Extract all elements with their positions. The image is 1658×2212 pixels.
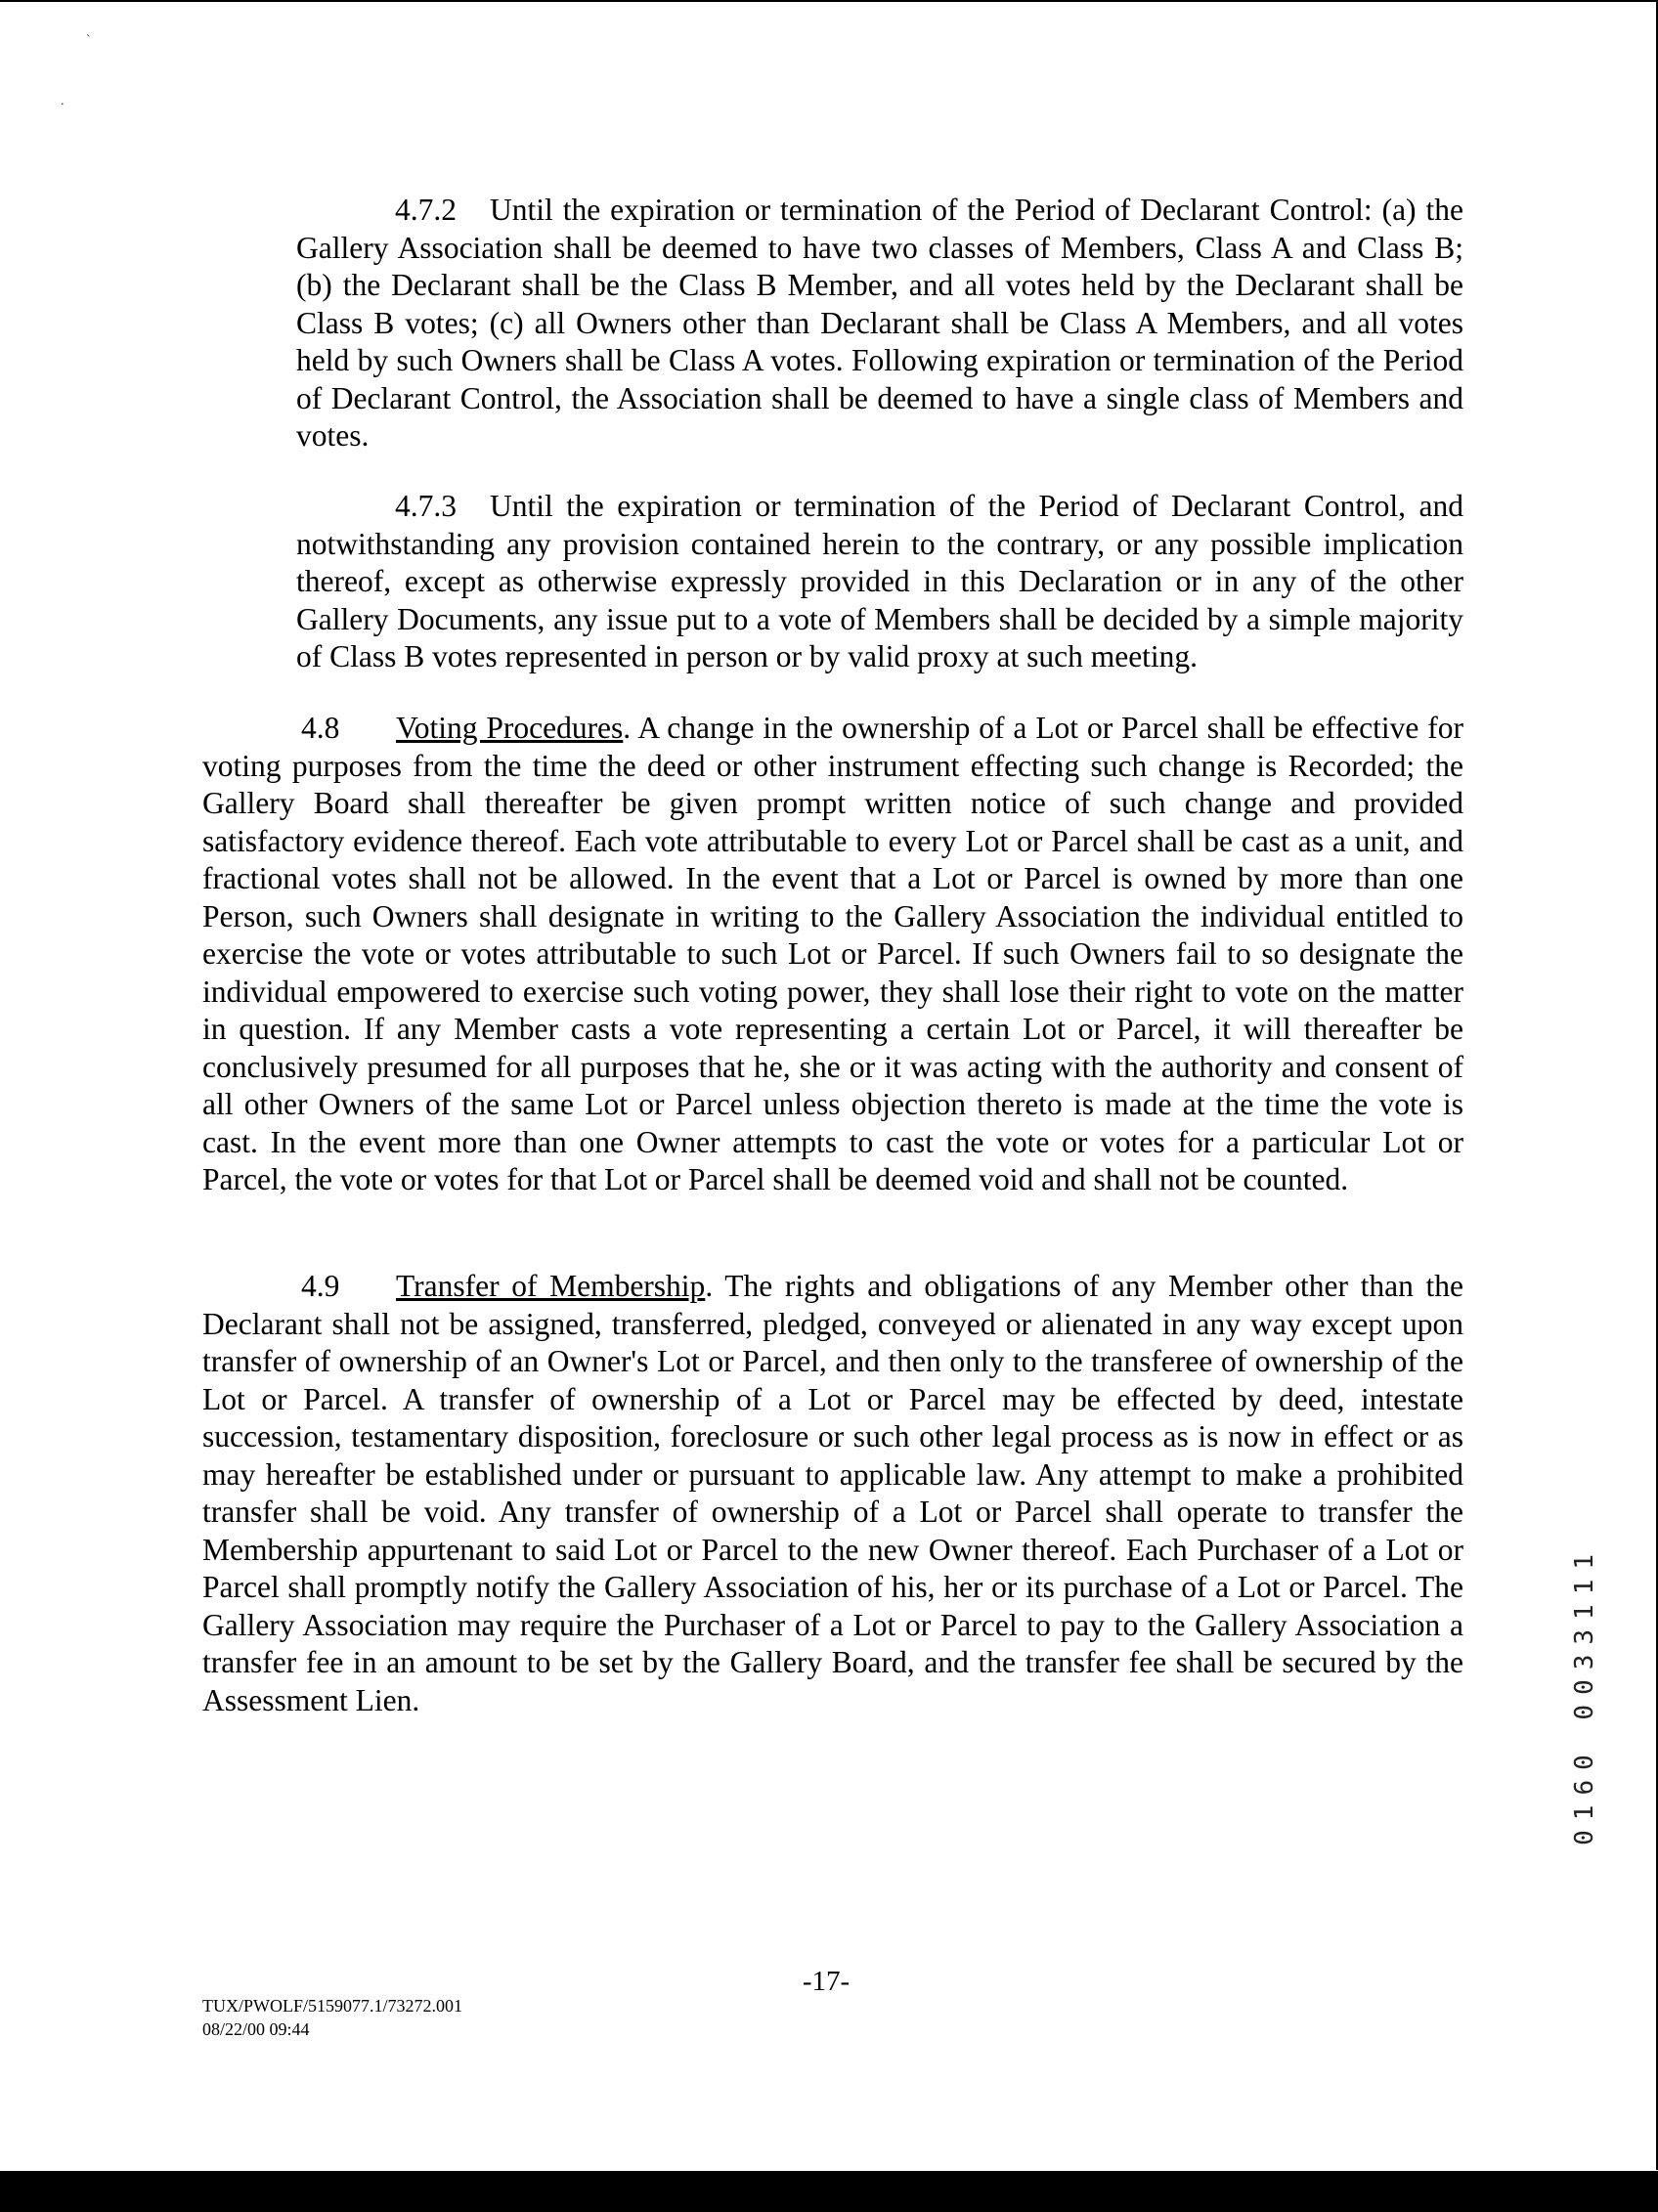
page-number: -17-	[802, 1966, 851, 1997]
section-4-7-3	[296, 488, 1463, 676]
scan-border-top	[0, 0, 1658, 2]
footer-timestamp: 08/22/00 09:44	[202, 2019, 310, 2039]
section-text: . A change in the ownership of a Lot or Parcel shall be effective for voting purposes from the time the deed or other instrument effecting such change is Recorded; the Gallery Board shall thereafter be given prompt written notice of such change and provided satisfactory evidence thereof. Each vote attributable to every Lot or Parcel shall be cast as a unit, and fractional votes shall not be allowed. In the event that a Lot or Parcel is owned by more than one Person, such Owners shall designate in writing to the Gallery Association the individual entitled to exercise the vote or votes attributable to such Lot or Parcel. If such Owners fail to so designate the individual empowered to exercise such voting power, they shall lose their right to vote on the matter in question. If any Member casts a vote representing a certain Lot or Parcel, it will thereafter be conclusively presumed for all purposes that he, she or it was acting with the authority and consent of all other Owners of the same Lot or Parcel unless objection thereto is made at the time the vote is cast. In the event more than one Owner attempts to cast the vote or votes for a particular Lot or Parcel, the vote or votes for that Lot or Parcel shall be deemed void and shall not be counted.	[202, 711, 1463, 1196]
section-number: 4.8	[301, 711, 340, 745]
section-4-8	[202, 710, 1463, 1199]
section-text: Until the expiration or termination of the Period of Declarant Control, and notwithstanding any provision contained herein to the contrary, or any possible implication thereof, except as otherwise expressly provided in this Declaration or in any of the other Gallery Documents, any issue put to a vote of Members shall be decided by a simple majority of Class B votes represented in person or by valid proxy at such meeting.	[296, 489, 1463, 673]
scan-border-bottom	[0, 2171, 1658, 2212]
recording-stamp: 0160 0033111	[1570, 1544, 1599, 1845]
section-text: . The rights and obligations of any Member other than the Declarant shall not be assigned, transferred, pledged, conveyed or alienated in any way except upon transfer of ownership of an Owner's Lot or Parcel, and then only to the transferee of ownership of the Lot or Parcel. A transfer of ownership of a Lot or Parcel may be effected by deed, intestate succession, testamentary disposition, foreclosure or such other legal process as is now in effect or as may hereafter be established under or pursuant to applicable law. Any attempt to make a prohibited transfer shall be void. Any transfer of ownership of a Lot or Parcel shall operate to transfer the Membership appurtenant to said Lot or Parcel to the new Owner thereof. Each Purchaser of a Lot or Parcel shall promptly notify the Gallery Association of his, her or its purchase of a Lot or Parcel. The Gallery Association may require the Purchaser of a Lot or Parcel to pay to the Gallery Association a transfer fee in an amount to be set by the Gallery Board, and the transfer fee shall be secured by the Assessment Lien.	[202, 1269, 1463, 1717]
section-number: 4.9	[301, 1269, 340, 1303]
section-number: 4.7.3	[395, 489, 457, 523]
footer-doc-id: TUX/PWOLF/5159077.1/73272.001	[202, 1996, 463, 2016]
footer	[202, 1994, 462, 2041]
section-text: Until the expiration or termination of the Period of Declarant Control: (a) the Gallery Association shall be deemed to have two classes of Members, Class A and Class B; (b) the Declarant shall be the Class B Member, and all votes held by the Declarant shall be Class B votes; (c) all Owners other than Declarant shall be Class A Members, and all votes held by such Owners shall be Class A votes. Following expiration or termination of the Period of Declarant Control, the Association shall be deemed to have a single class of Members and votes.	[296, 193, 1463, 453]
scan-speck: `	[86, 33, 91, 48]
scan-speck: .	[61, 94, 65, 108]
section-number: 4.7.2	[395, 193, 457, 227]
section-4-9	[202, 1268, 1463, 1719]
section-4-7-2	[296, 192, 1463, 455]
section-heading: Voting Procedures	[396, 711, 624, 745]
section-heading: Transfer of Membership	[396, 1269, 706, 1303]
